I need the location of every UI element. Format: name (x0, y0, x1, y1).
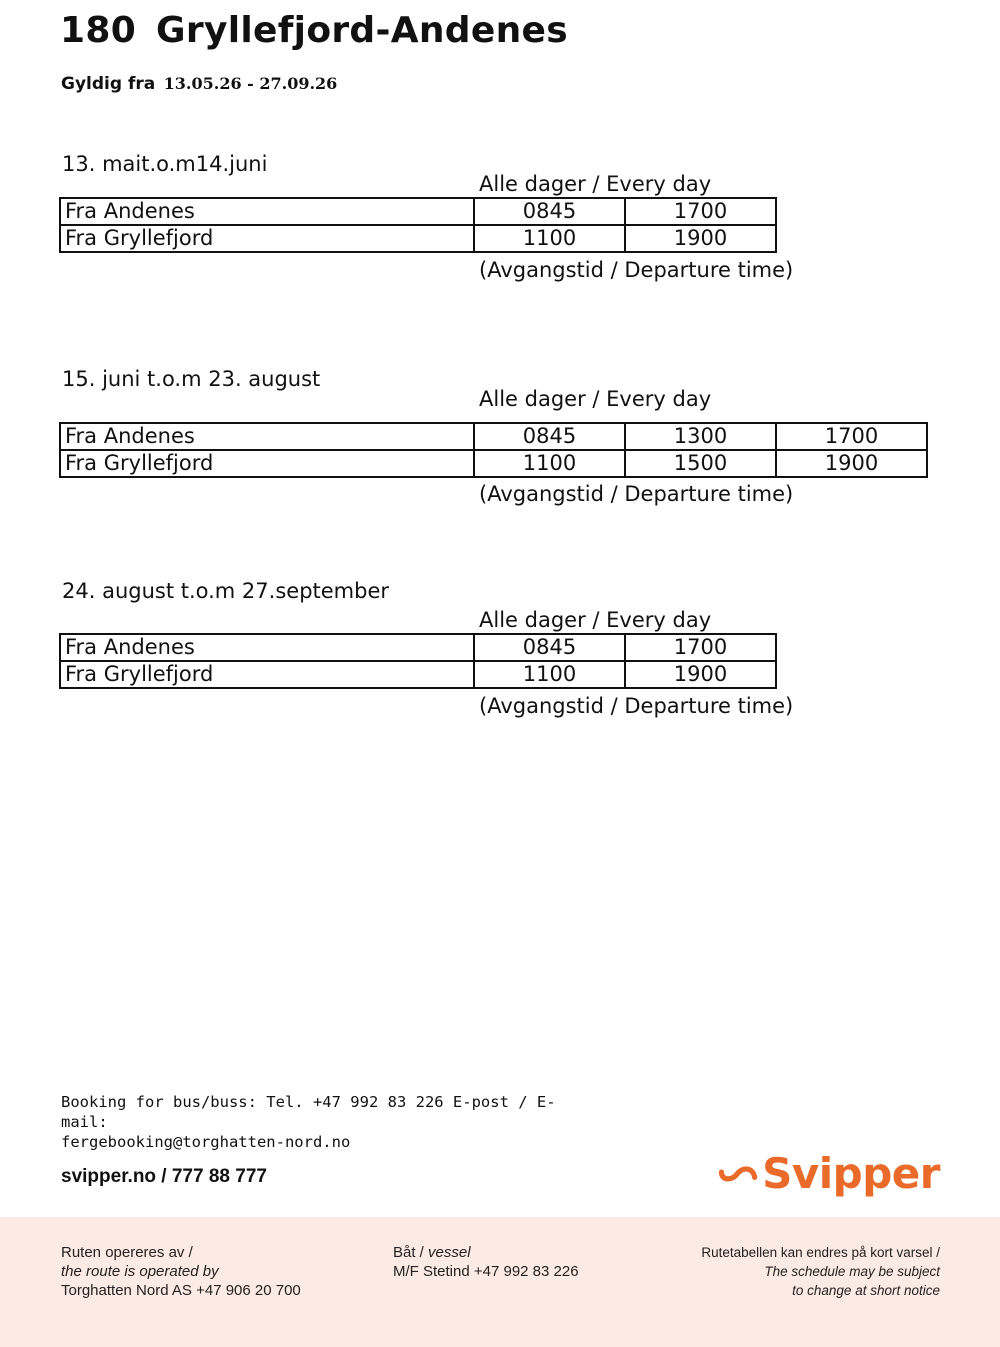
timetable (59, 422, 928, 478)
vessel-label-en: vessel (428, 1244, 471, 1261)
table-row (60, 634, 776, 661)
schedule-notice (701, 1243, 940, 1300)
notice-line: Rutetabellen kan endres på kort varsel / (701, 1245, 940, 1260)
booking-info (61, 1092, 601, 1152)
valid-label: Gyldig fra (61, 74, 156, 94)
period-label: 13. mait.o.m14.juni (62, 152, 268, 176)
time-cell: 1900 (625, 225, 776, 252)
brand-name: Svipper (762, 1148, 940, 1198)
route-cell: Fra Gryllefjord (60, 225, 474, 252)
route-cell: Fra Andenes (60, 423, 474, 450)
vessel-info (393, 1243, 579, 1281)
svipper-logo (718, 1147, 940, 1199)
route-cell: Fra Gryllefjord (60, 661, 474, 688)
time-cell: 0845 (474, 634, 625, 661)
time-cell: 0845 (474, 198, 625, 225)
table-row (60, 423, 927, 450)
days-label: Alle dager / Every day (479, 172, 712, 196)
days-label: Alle dager / Every day (479, 387, 712, 411)
time-cell: 1700 (625, 634, 776, 661)
booking-line: Booking for bus/buss: Tel. +47 992 83 226 E-post / E-mail: (61, 1093, 556, 1131)
period-label: 15. juni t.o.m 23. august (62, 367, 321, 391)
operator-line-en: the route is operated by (61, 1263, 219, 1280)
vessel-label: Båt / (393, 1244, 424, 1261)
booking-email-link[interactable]: fergebooking@torghatten-nord.no (61, 1133, 351, 1151)
time-cell: 0845 (474, 423, 625, 450)
route-cell: Fra Gryllefjord (60, 450, 474, 477)
route-number: 180 (60, 10, 137, 51)
time-cell: 1700 (625, 198, 776, 225)
table-row (60, 198, 776, 225)
departure-note: (Avgangstid / Departure time) (479, 482, 794, 506)
table-row (60, 661, 776, 688)
route-cell: Fra Andenes (60, 634, 474, 661)
time-cell: 1100 (474, 661, 625, 688)
timetable (59, 633, 777, 689)
operator-info (61, 1243, 301, 1300)
time-cell: 1900 (776, 450, 927, 477)
timetable (59, 197, 777, 253)
notice-line-en: The schedule may be subject (764, 1264, 940, 1279)
time-cell: 1100 (474, 225, 625, 252)
period-label: 24. august t.o.m 27.september (62, 579, 390, 603)
table-row (60, 450, 927, 477)
page-title (60, 10, 568, 51)
departure-note: (Avgangstid / Departure time) (479, 258, 794, 282)
contact-link[interactable]: svipper.no / 777 88 777 (61, 1166, 267, 1187)
vessel-contact: M/F Stetind +47 992 83 226 (393, 1263, 579, 1280)
table-row (60, 225, 776, 252)
route-cell: Fra Andenes (60, 198, 474, 225)
days-label: Alle dager / Every day (479, 608, 712, 632)
time-cell: 1300 (625, 423, 776, 450)
time-cell: 1700 (776, 423, 927, 450)
operator-contact: Torghatten Nord AS +47 906 20 700 (61, 1282, 301, 1299)
wave-icon (718, 1158, 758, 1188)
valid-dates: 13.05.26 - 27.09.26 (163, 74, 338, 93)
departure-note: (Avgangstid / Departure time) (479, 694, 794, 718)
notice-line-en: to change at short notice (792, 1283, 940, 1298)
time-cell: 1900 (625, 661, 776, 688)
time-cell: 1500 (625, 450, 776, 477)
footer (0, 1217, 1000, 1347)
route-name: Gryllefjord-Andenes (156, 10, 568, 51)
operator-line: Ruten opereres av / (61, 1244, 193, 1261)
time-cell: 1100 (474, 450, 625, 477)
validity-period (61, 74, 337, 94)
